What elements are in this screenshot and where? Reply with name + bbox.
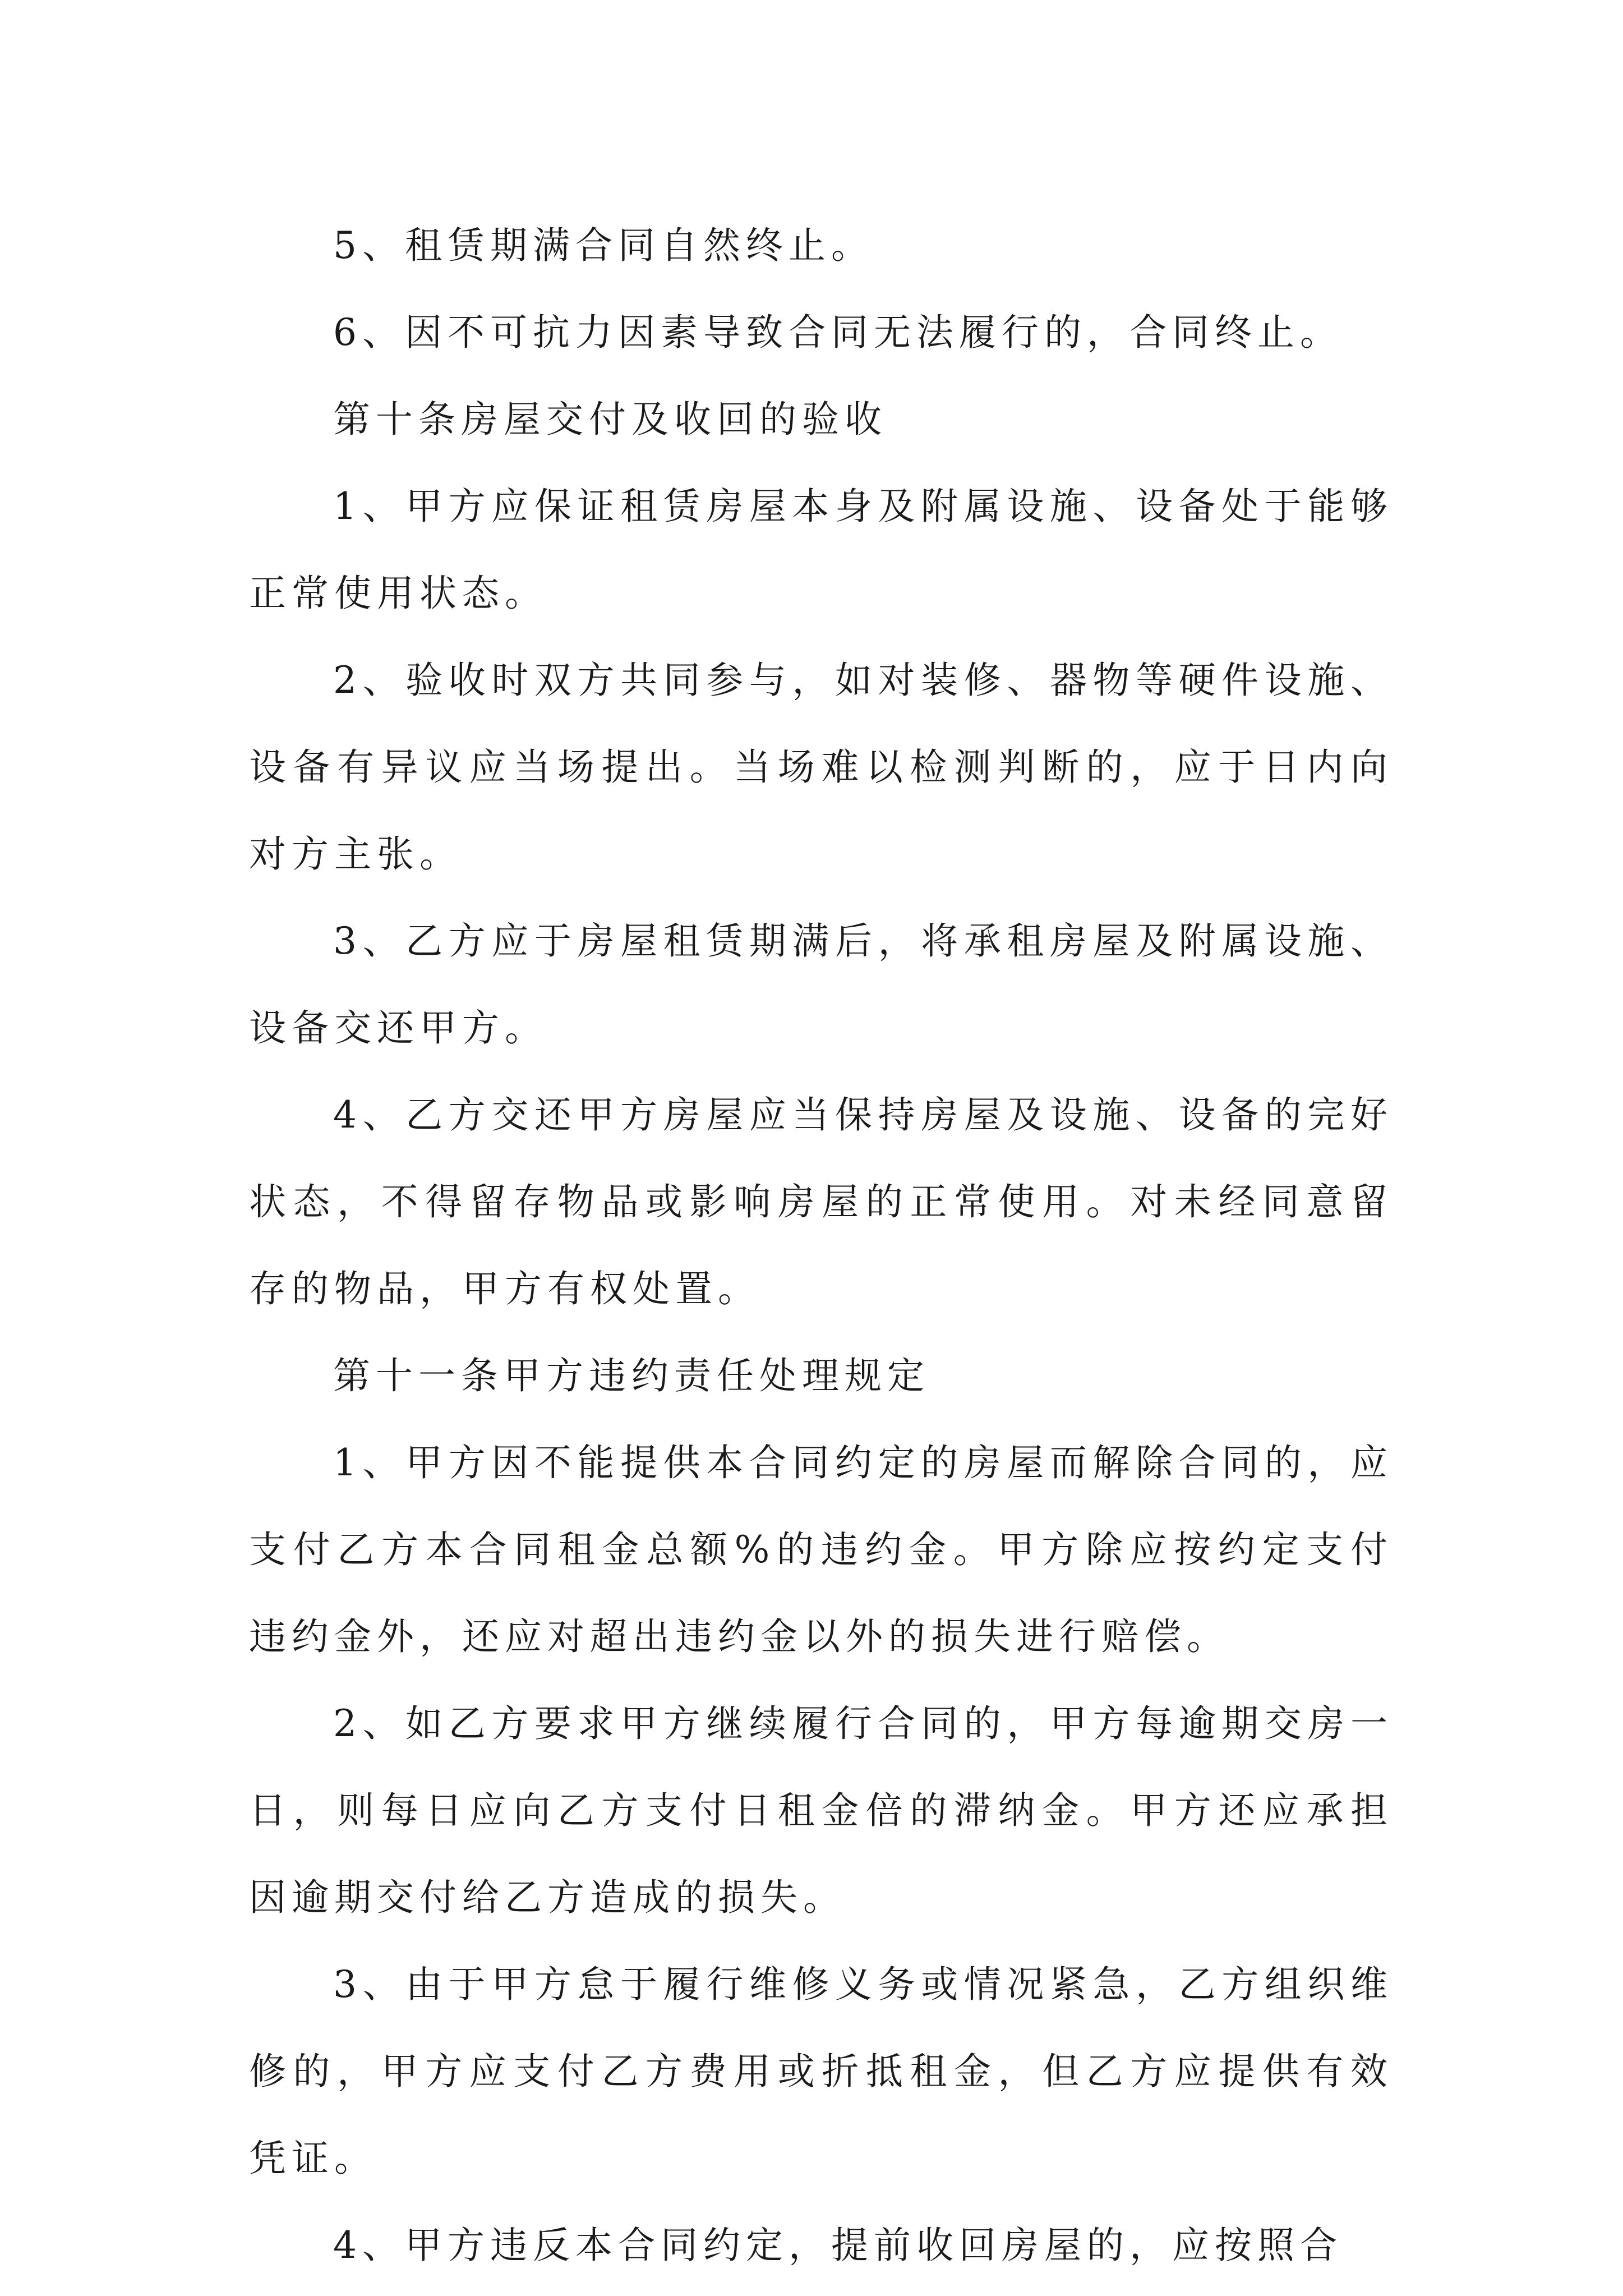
paragraph-article-10-item-3: 3、乙方应于房屋租赁期满后，将承租房屋及附属设施、设备交还甲方。 [249, 919, 1393, 1050]
paragraph-article-10-item-2: 2、验收时双方共同参与，如对装修、器物等硬件设施、设备有异议应当场提出。当场难以检测判断的，应于日内向对方主张。 [249, 659, 1393, 876]
paragraph-clause-6-force-majeure: 6、因不可抗力因素导致合同无法履行的，合同终止。 [333, 311, 1343, 354]
paragraph-article-11-item-3: 3、由于甲方怠于履行维修义务或情况紧急，乙方组织维修的，甲方应支付乙方费用或折抵租金，但乙方应提供有效凭证。 [249, 1963, 1393, 2180]
paragraph-article-11-item-4: 4、甲方违反本合同约定，提前收回房屋的，应按照合 [333, 2224, 1343, 2267]
paragraph-article-11-item-2: 2、如乙方要求甲方继续履行合同的，甲方每逾期交房一日，则每日应向乙方支付日租金倍的滞纳金。甲方还应承担因逾期交付给乙方造成的损失。 [249, 1702, 1393, 1919]
paragraph-article-10-item-1: 1、甲方应保证租赁房屋本身及附属设施、设备处于能够正常使用状态。 [249, 485, 1393, 615]
section-heading-article-10: 第十条房屋交付及收回的验收 [333, 398, 887, 441]
paragraph-clause-5-termination: 5、租赁期满合同自然终止。 [333, 224, 874, 267]
section-heading-article-11: 第十一条甲方违约责任处理规定 [333, 1354, 930, 1397]
contract-body [249, 202, 1393, 2289]
paragraph-article-10-item-4: 4、乙方交还甲方房屋应当保持房屋及设施、设备的完好状态，不得留存物品或影响房屋的正常使用。对未经同意留存的物品，甲方有权处置。 [249, 1093, 1393, 1310]
paragraph-article-11-item-1: 1、甲方因不能提供本合同约定的房屋而解除合同的，应支付乙方本合同租金总额%的违约金。甲方除应按约定支付违约金外，还应对超出违约金以外的损失进行赔偿。 [249, 1441, 1393, 1658]
